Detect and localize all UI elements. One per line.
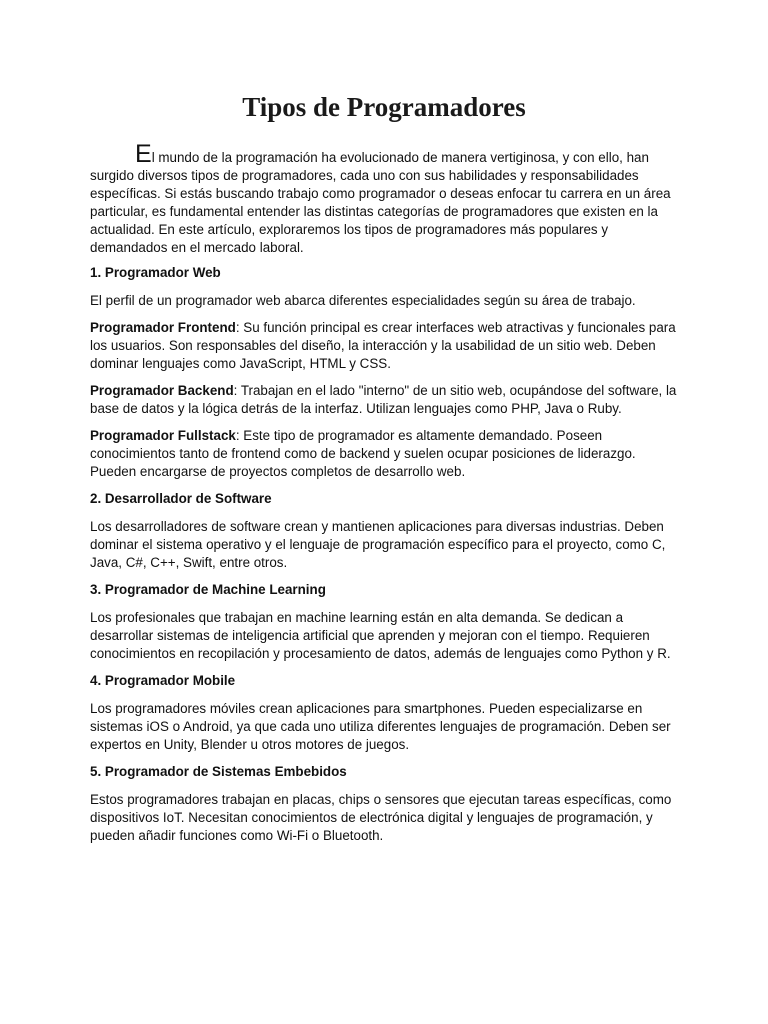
section-heading-mobile: 4. Programador Mobile [90,673,236,688]
item-text: : Trabajan en el lado "interno" de un sitio web, ocupándose del software, la base de datos y la lógica detrás de la interfaz. Utilizan lenguajes como PHP, Java o Ruby. [90,383,677,416]
intro-paragraph [90,140,680,257]
item-frontend [90,319,680,373]
item-term: Programador Frontend [90,320,236,335]
item-term: Programador Fullstack [90,428,236,443]
item-fullstack [90,427,680,481]
item-term: Programador Backend [90,383,234,398]
section-body-software: Los desarrolladores de software crean y mantienen aplicaciones para diversas industrias. Deben dominar el sistema operativo y el lenguaje de programación específico para el proyecto, como C, Java, C#, C++, Swift, entre otros. [90,519,666,570]
article-body [90,140,680,854]
page-title: Tipos de Programadores [242,92,526,122]
item-backend [90,382,680,418]
drop-cap: E [135,140,152,168]
item-text: : Su función principal es crear interfaces web atractivas y funcionales para los usuarios. Son responsables del diseño, la interacción y la usabilidad de un sitio web. Deben dominar lenguajes como JavaScript, HTML y CSS. [90,320,676,371]
section-heading-embedded: 5. Programador de Sistemas Embebidos [90,764,347,779]
section-intro-web: El perfil de un programador web abarca diferentes especialidades según su área de trabajo. [90,293,636,308]
section-body-embedded: Estos programadores trabajan en placas, chips o sensores que ejecutan tareas específicas, como dispositivos IoT. Necesitan conocimientos de electrónica digital y lenguajes de programación, y pueden añadir funciones como Wi-Fi o Bluetooth. [90,792,672,843]
intro-text: l mundo de la programación ha evolucionado de manera vertiginosa, y con ello, han surgido diversos tipos de programadores, cada uno con sus habilidades y responsabilidades específicas. Si estás buscando trabajo como programador o deseas enfocar tu carrera en un área particular, es fundamental entender las distintas categorías de programadores que existen en la actualidad. En este artículo, exploraremos los tipos de programadores más populares y demandados en el mercado laboral. [90,150,671,255]
section-heading-software: 2. Desarrollador de Software [90,491,272,506]
item-text: : Este tipo de programador es altamente demandado. Poseen conocimientos tanto de frontend como de backend y suelen ocupar posiciones de liderazgo. Pueden encargarse de proyectos completos de desarrollo web. [90,428,636,479]
section-body-machine-learning: Los profesionales que trabajan en machine learning están en alta demanda. Se dedican a desarrollar sistemas de inteligencia artificial que aprenden y mejoran con el tiempo. Requieren conocimientos en recopilación y procesamiento de datos, además de lenguajes como Python y R. [90,610,671,661]
section-heading-web: 1. Programador Web [90,265,221,280]
section-body-mobile: Los programadores móviles crean aplicaciones para smartphones. Pueden especializarse en sistemas iOS o Android, ya que cada uno utiliza diferentes lenguajes de programación. Deben ser expertos en Unity, Blender u otros motores de juegos. [90,701,671,752]
section-heading-machine-learning: 3. Programador de Machine Learning [90,582,326,597]
